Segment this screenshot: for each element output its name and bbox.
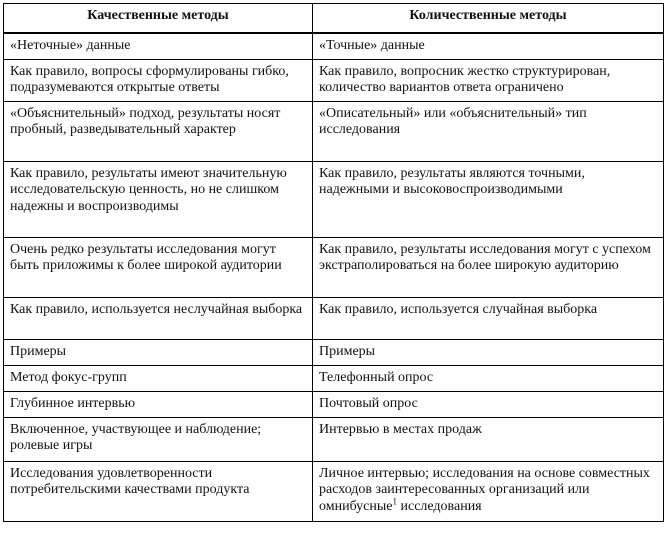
table-row <box>4 33 664 59</box>
quantitative-cell: Как правило, результаты являются точными, надежными и высоковоспроизводимыми <box>313 161 664 237</box>
quantitative-cell: Примеры <box>313 339 664 365</box>
qualitative-cell: Исследования удовлетворенности потребительскими качествами продукта <box>4 461 313 521</box>
qualitative-cell: Как правило, вопросы сформулированы гибко, подразумеваются открытые ответы <box>4 59 313 101</box>
footnote-mark: 1 <box>392 495 397 506</box>
qualitative-cell: Очень редко результаты исследования могут быть приложимы к более широкой аудитории <box>4 237 313 297</box>
table-row <box>4 297 664 339</box>
quantitative-cell: Телефонный опрос <box>313 365 664 391</box>
quantitative-cell: Как правило, используется случайная выборка <box>313 297 664 339</box>
quantitative-cell: Почтовый опрос <box>313 391 664 417</box>
table-row <box>4 161 664 237</box>
table-row <box>4 365 664 391</box>
methods-comparison-table <box>3 3 664 522</box>
table-row <box>4 391 664 417</box>
qualitative-cell: Включенное, участвующее и наблюдение; ролевые игры <box>4 417 313 461</box>
quantitative-cell <box>313 461 664 521</box>
qualitative-cell: Глубинное интервью <box>4 391 313 417</box>
qualitative-cell: Как правило, результаты имеют значительную исследовательскую ценность, но не слишком надежны и воспроизводимы <box>4 161 313 237</box>
quantitative-cell: Интервью в местах продаж <box>313 417 664 461</box>
quantitative-cell: Как правило, результаты исследования могут с успехом экстраполироваться на более широкую аудиторию <box>313 237 664 297</box>
quantitative-text-end: исследования <box>397 498 482 514</box>
qualitative-cell: Как правило, используется неслучайная выборка <box>4 297 313 339</box>
table-row <box>4 417 664 461</box>
qualitative-cell: «Объяснительный» подход, результаты носят пробный, разведывательный характер <box>4 101 313 161</box>
qualitative-cell: «Неточные» данные <box>4 33 313 59</box>
table-row <box>4 339 664 365</box>
table-row <box>4 461 664 521</box>
header-qualitative-methods: Качественные методы <box>4 4 313 34</box>
table-header-row <box>4 4 664 34</box>
quantitative-cell: Как правило, вопросник жестко структурирован, количество вариантов ответа ограничено <box>313 59 664 101</box>
quantitative-cell: «Описательный» или «объяснительный» тип исследования <box>313 101 664 161</box>
qualitative-cell: Примеры <box>4 339 313 365</box>
header-quantitative-methods: Количественные методы <box>313 4 664 34</box>
table-row <box>4 237 664 297</box>
qualitative-cell: Метод фокус-групп <box>4 365 313 391</box>
quantitative-cell: «Точные» данные <box>313 33 664 59</box>
table-row <box>4 101 664 161</box>
table-row <box>4 59 664 101</box>
quantitative-text: Личное интервью; исследования на основе совместных расходов заинтересованных организаций или омнибусные <box>319 465 650 514</box>
